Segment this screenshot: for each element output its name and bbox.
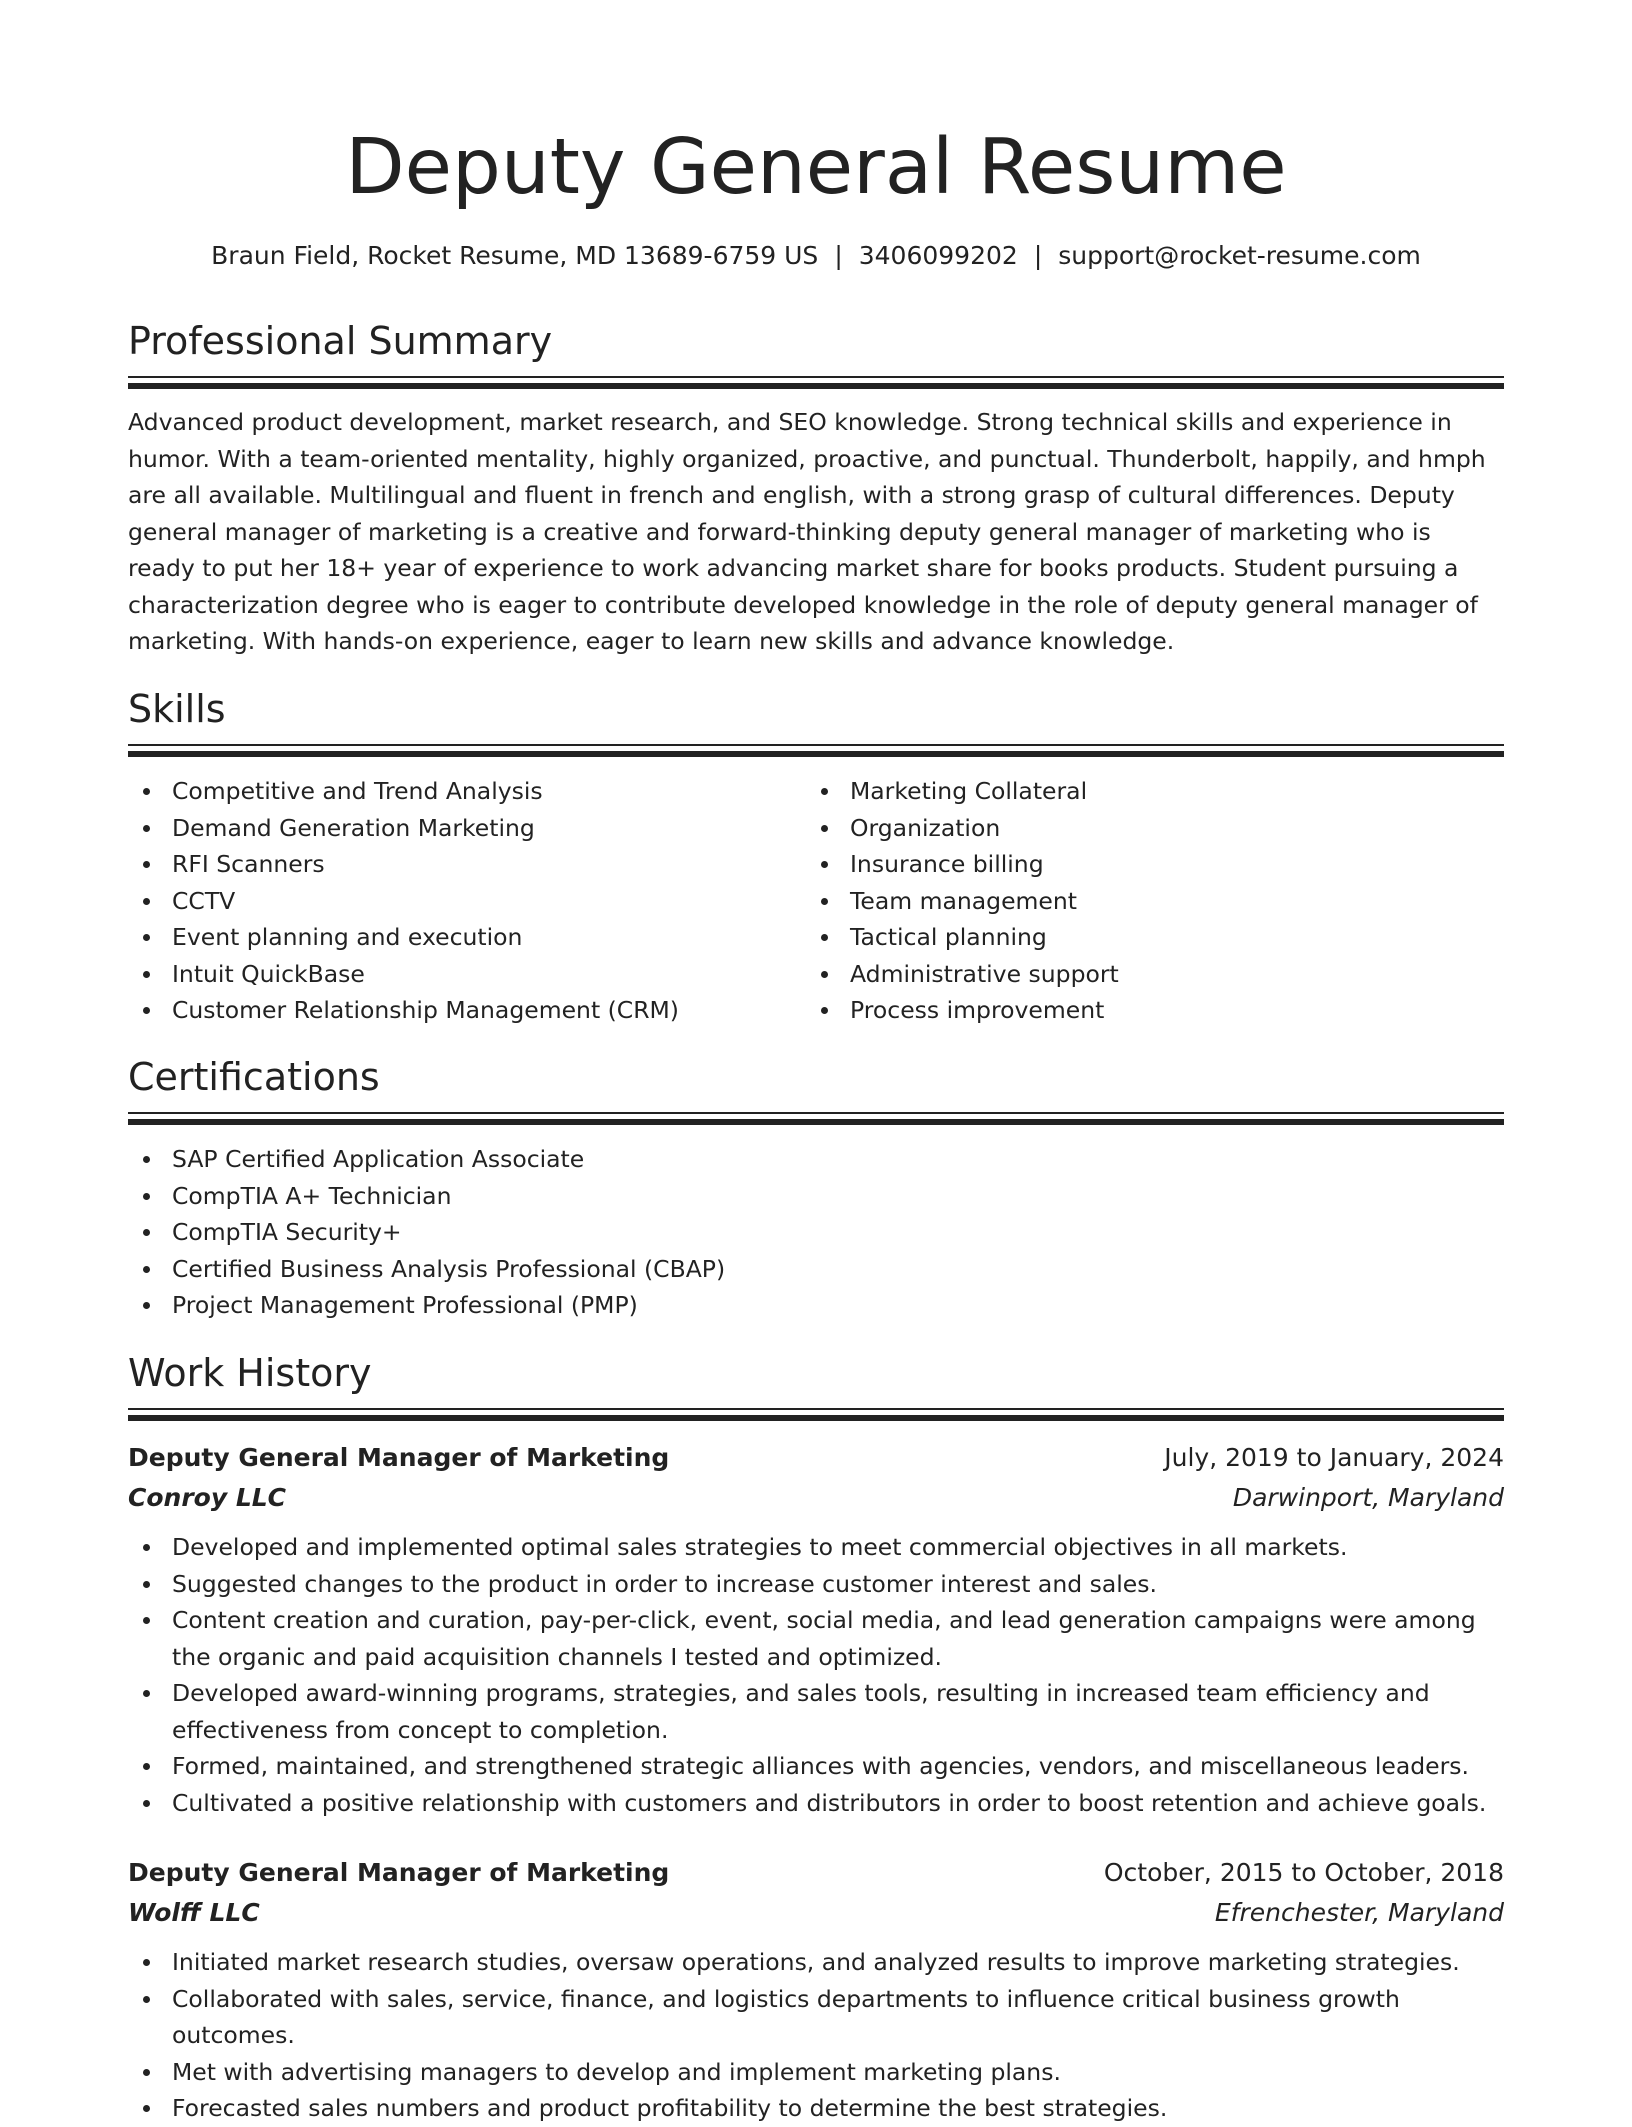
skill-item: CCTV [128, 883, 806, 920]
skills-list-right [806, 773, 1484, 1029]
skill-item: Administrative support [806, 956, 1484, 993]
skill-item: Intuit QuickBase [128, 956, 806, 993]
skills-list-left [128, 773, 806, 1029]
skill-item: Customer Relationship Management (CRM) [128, 992, 806, 1029]
skill-item: Marketing Collateral [806, 773, 1484, 810]
job-dates: October, 2015 to October, 2018 [1103, 1858, 1504, 1887]
job-company: Wolff LLC [128, 1898, 260, 1927]
certifications-section [128, 1053, 1504, 1324]
job-location: Efrenchester, Maryland [1214, 1898, 1504, 1927]
skill-item: RFI Scanners [128, 846, 806, 883]
job-bullet: Developed and implemented optimal sales strategies to meet commercial objectives in all markets. [128, 1529, 1504, 1566]
skill-item: Event planning and execution [128, 919, 806, 956]
job-bullet: Forecasted sales numbers and product profitability to determine the best strategies. [128, 2090, 1504, 2127]
contact-phone: 3406099202 [858, 241, 1018, 270]
job-company: Conroy LLC [128, 1483, 287, 1512]
section-divider [128, 376, 1504, 392]
job-bullet: Cultivated a positive relationship with customers and distributors in order to boost retention and achieve goals. [128, 1785, 1504, 1822]
skill-item: Tactical planning [806, 919, 1484, 956]
job-bullet: Collaborated with sales, service, finance, and logistics departments to influence critical business growth outcomes. [128, 1981, 1504, 2054]
work-history-section [128, 1349, 1504, 2127]
summary-section [128, 317, 1504, 660]
job-bullet: Developed award-winning programs, strategies, and sales tools, resulting in increased team efficiency and effectiveness from concept to completion. [128, 1675, 1504, 1748]
certification-item: Project Management Professional (PMP) [128, 1287, 1504, 1324]
skill-item: Organization [806, 810, 1484, 847]
work-history-heading: Work History [128, 1351, 372, 1395]
certification-item: SAP Certified Application Associate [128, 1141, 1504, 1178]
job-bullet: Suggested changes to the product in order to increase customer interest and sales. [128, 1566, 1504, 1603]
skill-item: Competitive and Trend Analysis [128, 773, 806, 810]
certification-item: CompTIA A+ Technician [128, 1178, 1504, 1215]
job-location: Darwinport, Maryland [1232, 1483, 1504, 1512]
certification-item: CompTIA Security+ [128, 1214, 1504, 1251]
contact-address: Braun Field, Rocket Resume, MD 13689-6759 US [211, 241, 819, 270]
certifications-list [128, 1141, 1504, 1324]
job-bullet: Content creation and curation, pay-per-click, event, social media, and lead generation campaigns were among the organic and paid acquisition channels I tested and optimized. [128, 1602, 1504, 1675]
skill-item: Insurance billing [806, 846, 1484, 883]
section-divider [128, 744, 1504, 760]
contact-separator: | [834, 241, 843, 270]
job-bullet: Initiated market research studies, oversaw operations, and analyzed results to improve marketing strategies. [128, 1944, 1504, 1981]
job-bullets [128, 1529, 1504, 1821]
job-title: Deputy General Manager of Marketing [128, 1858, 670, 1887]
summary-heading: Professional Summary [128, 319, 553, 363]
section-divider [128, 1112, 1504, 1128]
job-dates: July, 2019 to January, 2024 [1164, 1443, 1504, 1472]
skills-columns [128, 773, 1504, 1029]
skill-item: Process improvement [806, 992, 1484, 1029]
job-header [128, 1853, 1504, 1893]
job-entry [128, 1853, 1504, 2127]
certification-item: Certified Business Analysis Professional (CBAP) [128, 1251, 1504, 1288]
contact-email: support@rocket-resume.com [1058, 241, 1421, 270]
summary-text: Advanced product development, market research, and SEO knowledge. Strong technical skills and experience in humor. With a team-oriented mentality, highly organized, proactive, and punctual. Thunderbolt, happily, and hmph are all available. Multilingual and fluent in french and english, with a strong grasp of cultural differences. Deputy general manager of marketing is a creative and forward-thinking deputy general manager of marketing who is ready to put her 18+ year of experience to work advancing market share for books products. Student pursuing a characterization degree who is eager to contribute developed knowledge in the role of deputy general manager of marketing. With hands-on experience, eager to learn new skills and advance knowledge. [128, 408, 1486, 655]
job-bullet: Met with advertising managers to develop and implement marketing plans. [128, 2054, 1504, 2091]
job-bullet: Formed, maintained, and strengthened strategic alliances with agencies, vendors, and miscellaneous leaders. [128, 1748, 1504, 1785]
job-entry [128, 1438, 1504, 1821]
resume-title: Deputy General Resume [345, 123, 1287, 212]
section-divider [128, 1408, 1504, 1424]
contact-separator: | [1033, 241, 1043, 270]
job-title: Deputy General Manager of Marketing [128, 1443, 670, 1472]
skills-section [128, 685, 1504, 1029]
contact-line [128, 238, 1504, 274]
certifications-heading: Certifications [128, 1055, 380, 1099]
skills-heading: Skills [128, 687, 226, 731]
skill-item: Demand Generation Marketing [128, 810, 806, 847]
skill-item: Team management [806, 883, 1484, 920]
job-bullets [128, 1944, 1504, 2127]
job-subheader [128, 1893, 1504, 1933]
job-subheader [128, 1478, 1504, 1518]
job-header [128, 1438, 1504, 1478]
